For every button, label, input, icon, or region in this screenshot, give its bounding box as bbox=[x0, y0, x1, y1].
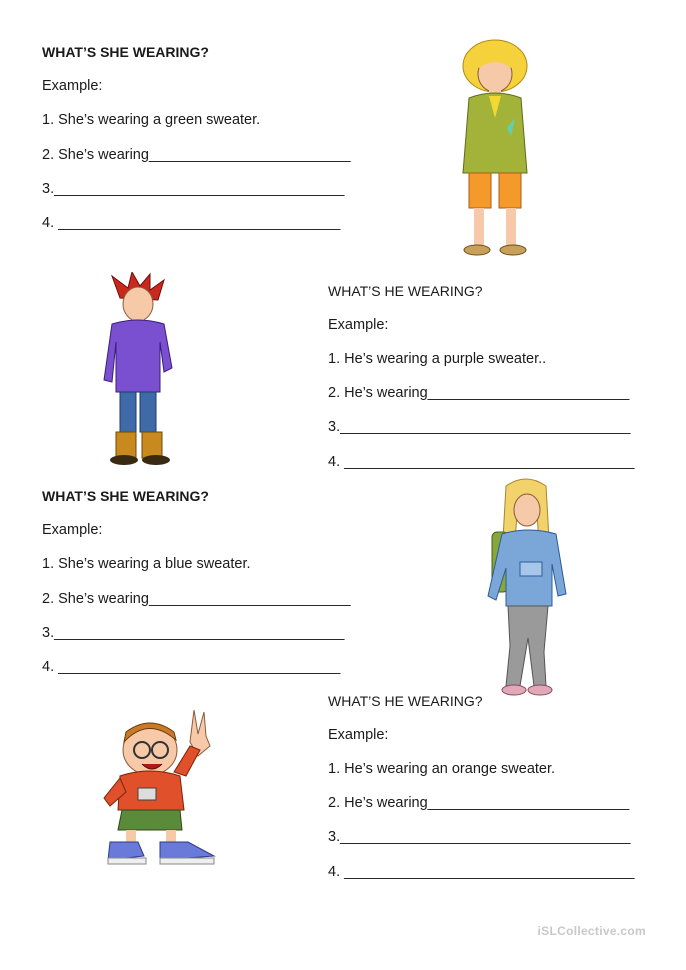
girl-blue-sweater-illustration bbox=[484, 476, 570, 700]
section-1-line-2: 2. She’s wearing_________________________ bbox=[42, 147, 351, 163]
section-4-line-3: 3.____________________________________ bbox=[328, 829, 631, 845]
watermark: iSLCollective.com bbox=[537, 924, 646, 938]
girl-green-sweater-illustration bbox=[455, 38, 535, 260]
section-3-line-2: 2. She’s wearing_________________________ bbox=[42, 591, 351, 607]
section-2-title: WHAT’S HE WEARING? bbox=[328, 283, 483, 299]
section-1-line-4: 4. ___________________________________ bbox=[42, 215, 341, 231]
section-2-line-3: 3.____________________________________ bbox=[328, 419, 631, 435]
section-3-line-4: 4. ___________________________________ bbox=[42, 659, 341, 675]
section-3-example-label: Example: bbox=[42, 522, 103, 538]
boy-purple-sweater-illustration bbox=[98, 272, 182, 468]
section-1-title: WHAT’S SHE WEARING? bbox=[42, 44, 209, 60]
section-4-line-4: 4. ____________________________________ bbox=[328, 864, 635, 880]
section-1-line-1: 1. She’s wearing a green sweater. bbox=[42, 112, 261, 128]
section-3-line-3: 3.____________________________________ bbox=[42, 625, 345, 641]
section-4-line-2: 2. He’s wearing_________________________ bbox=[328, 795, 630, 811]
section-1-example-label: Example: bbox=[42, 78, 103, 94]
section-2-line-2: 2. He’s wearing_________________________ bbox=[328, 385, 630, 401]
section-4-line-1: 1. He’s wearing an orange sweater. bbox=[328, 761, 556, 777]
section-2-example-label: Example: bbox=[328, 317, 389, 333]
section-2-line-1: 1. He’s wearing a purple sweater.. bbox=[328, 351, 547, 367]
section-2-line-4: 4. ____________________________________ bbox=[328, 454, 635, 470]
section-1-line-3: 3.____________________________________ bbox=[42, 181, 345, 197]
boy-orange-sweater-illustration bbox=[98, 706, 222, 868]
section-4-title: WHAT’S HE WEARING? bbox=[328, 693, 483, 709]
section-3-title: WHAT’S SHE WEARING? bbox=[42, 488, 209, 504]
section-4-example-label: Example: bbox=[328, 727, 389, 743]
section-3-line-1: 1. She’s wearing a blue sweater. bbox=[42, 556, 251, 572]
